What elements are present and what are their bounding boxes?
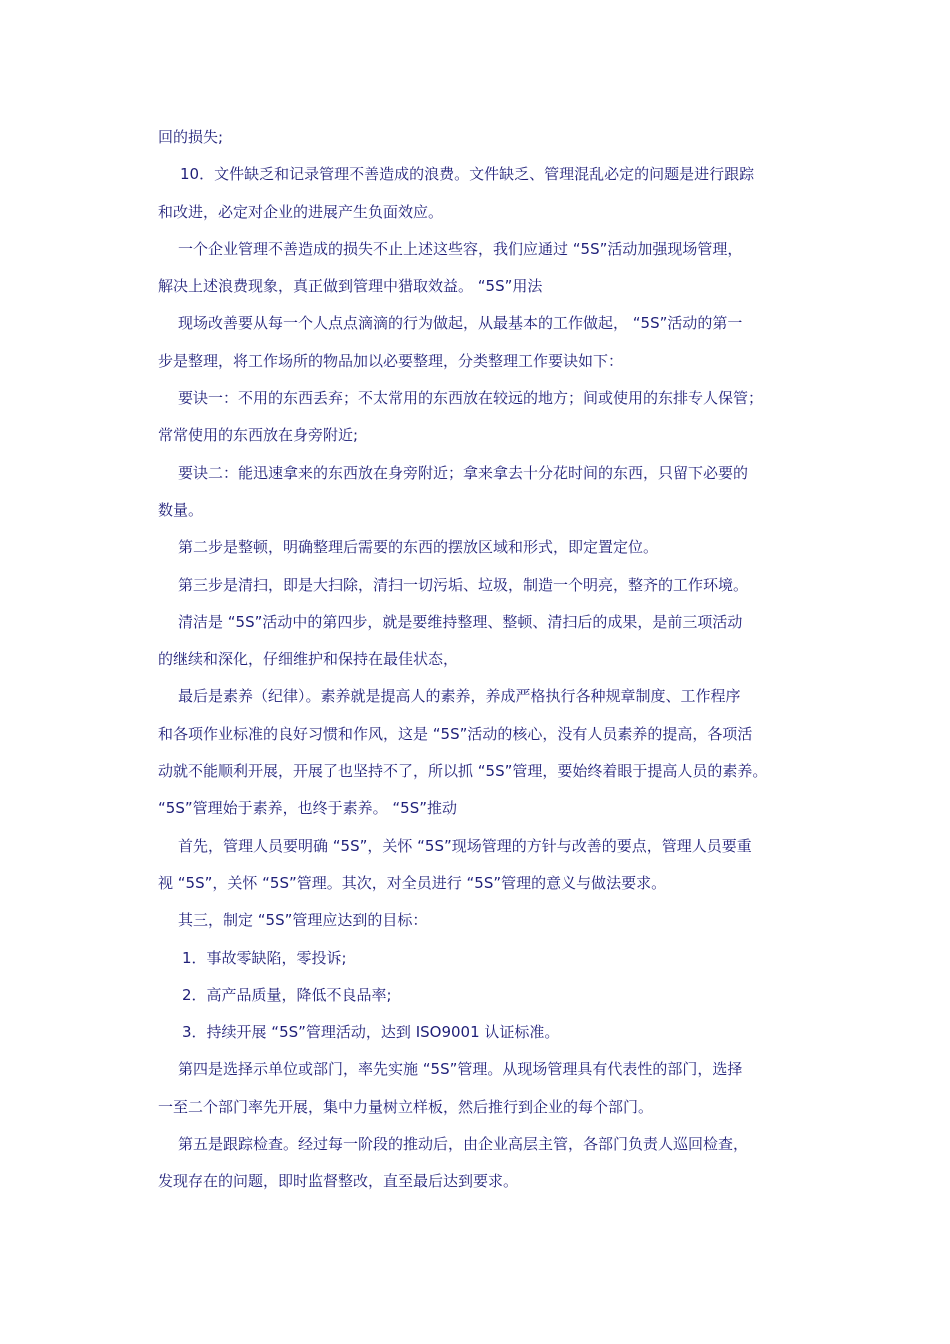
text-line: 要诀二：能迅速拿来的东西放在身旁附近；拿来拿去十分花时间的东西，只留下必要的 [178, 463, 749, 482]
text-line: 其三，制定 “5S”管理应达到的目标： [178, 911, 428, 930]
text-line: 一个企业管理不善造成的损失不止上述这些容，我们应通过 “5S”活动加强现场管理， [178, 239, 743, 258]
text-line: 2．高产品质量，降低不良品率; [182, 985, 392, 1004]
text-line: 第五是跟踪检查。经过每一阶段的推动后，由企业高层主管，各部门负责人巡回检查， [178, 1135, 749, 1154]
text-line: 一至二个部门率先开展，集中力量树立样板，然后推行到企业的每个部门。 [158, 1097, 654, 1116]
text-line: “5S”管理始于素养，也终于素养。 “5S”推动 [158, 799, 457, 818]
text-line: 解决上述浪费现象，真正做到管理中猎取效益。 “5S”用法 [158, 277, 543, 296]
text-line: 1．事故零缺陷，零投诉; [182, 948, 347, 967]
text-line: 回的损失; [158, 128, 224, 146]
text-line: 清洁是 “5S”活动中的第四步，就是要维持整理、整顿、清扫后的成果，是前三项活动 [178, 612, 743, 631]
text-line: 首先，管理人员要明确 “5S”，关怀 “5S”现场管理的方针与改善的要点，管理人员要重 [178, 836, 752, 855]
text-line: 3．持续开展 “5S”管理活动，达到 ISO9001 认证标准。 [182, 1023, 560, 1042]
text-line: 发现存在的问题，即时监督整改，直至最后达到要求。 [158, 1172, 519, 1191]
text-line: 第二步是整顿，明确整理后需要的东西的摆放区域和形式，即定置定位。 [178, 538, 659, 557]
text-line: 现场改善要从每一个人点点滴滴的行为做起，从最基本的工作做起， “5S”活动的第一 [178, 314, 743, 333]
text-line: 第四是选择示单位或部门，率先实施 “5S”管理。从现场管理具有代表性的部门，选择 [178, 1060, 743, 1079]
text-line: 视 “5S”，关怀 “5S”管理。其次，对全员进行 “5S”管理的意义与做法要求。 [158, 873, 667, 892]
text-line: 的继续和深化，仔细维护和保持在最佳状态， [158, 650, 459, 669]
text-line: 10．文件缺乏和记录管理不善造成的浪费。文件缺乏、管理混乱必定的问题是进行跟踪 [180, 165, 755, 184]
text-line: 常常使用的东西放在身旁附近; [158, 426, 359, 445]
text-line: 步是整理，将工作场所的物品加以必要整理，分类整理工作要诀如下： [158, 351, 624, 370]
text-line: 最后是素养（纪律）。素养就是提高人的素养，养成严格执行各种规章制度、工作程序 [178, 687, 741, 706]
text-line: 要诀一：不用的东西丢弃；不太常用的东西放在较远的地方；间或使用的东排专人保管； [178, 389, 764, 408]
text-line: 数量。 [158, 500, 204, 519]
text-line: 第三步是清扫，即是大扫除，清扫一切污垢、垃圾，制造一个明亮，整齐的工作环境。 [178, 575, 749, 594]
text-line: 和各项作业标准的良好习惯和作风，这是 “5S”活动的核心，没有人员素养的提高，各项活 [158, 724, 753, 743]
document-body [158, 119, 818, 1201]
text-line: 动就不能顺利开展，开展了也坚持不了，所以抓 “5S”管理，要始终着眼于提高人员的素养。 [158, 762, 768, 781]
text-line: 和改进，必定对企业的进展产生负面效应。 [158, 202, 444, 221]
